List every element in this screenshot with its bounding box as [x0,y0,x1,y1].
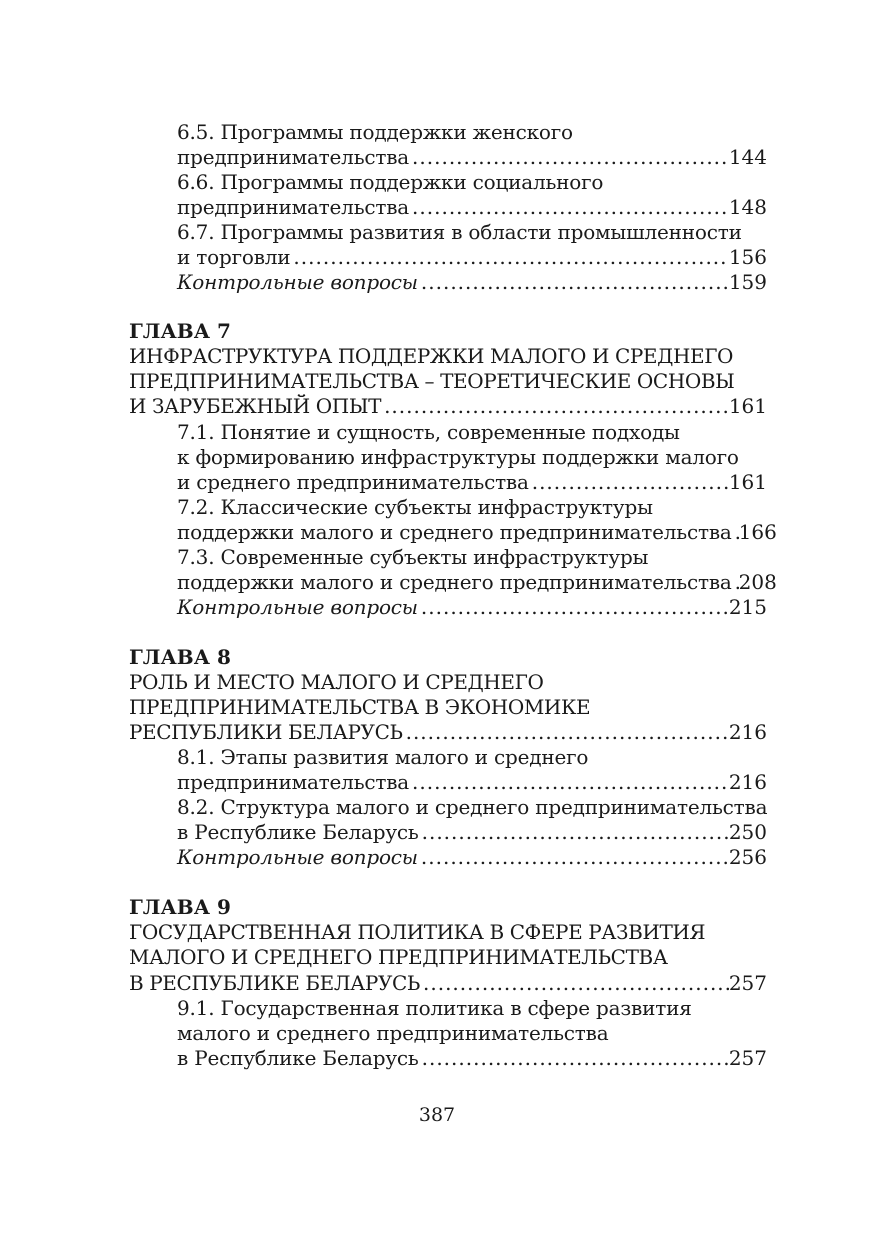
dot-leader [409,770,729,795]
toc-entry-7-1-line1: 7.1. Понятие и сущность, современные подходы [177,420,680,444]
chapter-7-title-line1: ИНФРАСТРУКТУРА ПОДДЕРЖКИ МАЛОГО И СРЕДНЕГО [129,344,734,368]
dot-leader [403,720,729,745]
toc-entry-page: 256 [728,845,767,869]
dot-leader [290,245,728,270]
chapter-8-title-line2: ПРЕДПРИНИМАТЕЛЬСТВА В ЭКОНОМИКЕ [129,695,591,719]
toc-entry-9-1-line2: малого и среднего предпринимательства [177,1021,609,1045]
toc-entry-6-5-line2: предпринимательства ..... 144 [177,145,767,170]
chapter-7-title-line2: ПРЕДПРИНИМАТЕЛЬСТВА – ТЕОРЕТИЧЕСКИЕ ОСНОВЫ [129,369,735,393]
toc-entry-page: 156 [728,245,767,269]
toc-entry-7-3-line2: поддержки малого и среднего предпринимательства ..... 208 [177,570,767,595]
toc-entry-questions-7: Контрольные вопросы ..... 215 [177,595,767,620]
dot-leader [418,845,729,870]
dot-leader [732,570,739,595]
toc-entry-8-1-line2: предпринимательства ..... 216 [177,770,767,795]
toc-entry-page: 257 [728,1046,767,1070]
dot-leader [418,595,729,620]
dot-leader [419,1046,729,1071]
toc-entry-page: 250 [728,820,767,844]
toc-entry-questions-8: Контрольные вопросы ..... 256 [177,845,767,870]
toc-entry-6-6-line2: предпринимательства ..... 148 [177,195,767,220]
chapter-8-title-line1: РОЛЬ И МЕСТО МАЛОГО И СРЕДНЕГО [129,670,544,694]
toc-entry-page: 215 [728,595,767,619]
toc-entry-page: 216 [728,770,767,794]
toc-entry-9-1-line1: 9.1. Государственная политика в сфере развития [177,996,692,1020]
chapter-9-title-line2: МАЛОГО И СРЕДНЕГО ПРЕДПРИНИМАТЕЛЬСТВА [129,945,668,969]
toc-entry-6-5-line1: 6.5. Программы поддержки женского [177,120,573,144]
dot-leader [529,470,729,495]
chapter-8-title-line3: РЕСПУБЛИКИ БЕЛАРУСЬ ..... 216 [129,720,767,745]
dot-leader [419,820,729,845]
toc-entry-page: 161 [728,394,767,418]
toc-entry-7-3-line1: 7.3. Современные субъекты инфраструктуры [177,545,649,569]
dot-leader [409,145,729,170]
chapter-9-heading: ГЛАВА 9 [129,895,231,919]
toc-entry-8-1-line1: 8.1. Этапы развития малого и среднего [177,745,589,769]
dot-leader [418,270,729,295]
toc-entry-6-7-line2: и торговли ..... 156 [177,245,767,270]
toc-entry-page: 166 [738,520,777,544]
toc-entry-7-2-line2: поддержки малого и среднего предпринимательства ..... 166 [177,520,767,545]
toc-entry-page: 216 [728,720,767,744]
dot-leader [409,195,729,220]
toc-entry-9-1-line3: в Республике Беларусь ..... 257 [177,1046,767,1071]
chapter-7-title-line3: И ЗАРУБЕЖНЫЙ ОПЫТ ..... 161 [129,394,767,419]
page-number: 387 [418,1104,456,1126]
toc-entry-8-2-line1: 8.2. Структура малого и среднего предпринимательства [177,795,768,819]
toc-entry-6-7-line1: 6.7. Программы развития в области промышленности [177,220,742,244]
chapter-9-title-line3: В РЕСПУБЛИКЕ БЕЛАРУСЬ ..... 257 [129,971,767,996]
toc-entry-page: 208 [738,570,777,594]
toc-entry-6-6-line1: 6.6. Программы поддержки социального [177,170,604,194]
toc-entry-page: 144 [728,145,767,169]
toc-entry-page: 159 [728,270,767,294]
chapter-9-title-line1: ГОСУДАРСТВЕННАЯ ПОЛИТИКА В СФЕРЕ РАЗВИТИЯ [129,920,706,944]
dot-leader [732,520,739,545]
dot-leader [420,971,729,996]
toc-entry-8-2-line2: в Республике Беларусь ..... 250 [177,820,767,845]
chapter-7-heading: ГЛАВА 7 [129,319,231,343]
toc-entry-questions-6: Контрольные вопросы ..... 159 [177,270,767,295]
toc-entry-7-2-line1: 7.2. Классические субъекты инфраструктуры [177,495,653,519]
toc-entry-7-1-line3: и среднего предпринимательства ..... 161 [177,470,767,495]
chapter-8-heading: ГЛАВА 8 [129,645,231,669]
toc-entry-7-1-line2: к формированию инфраструктуры поддержки малого [177,445,739,469]
toc-entry-page: 148 [728,195,767,219]
dot-leader [381,394,729,419]
toc-entry-page: 257 [728,971,767,995]
toc-entry-page: 161 [728,470,767,494]
